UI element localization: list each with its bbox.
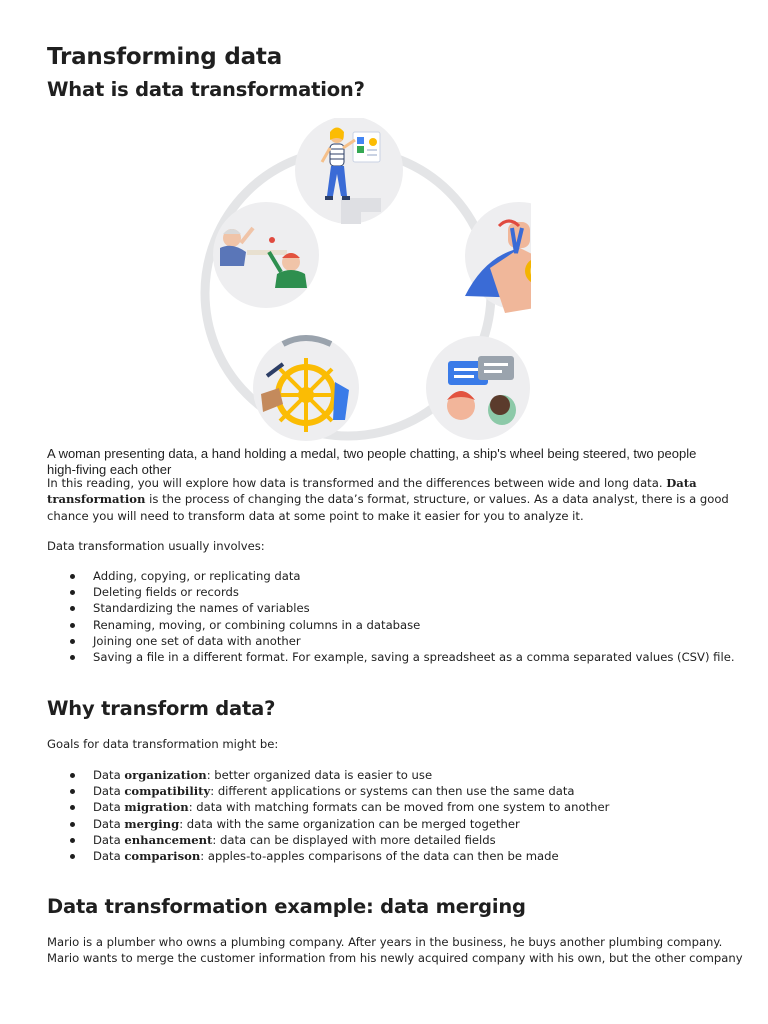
illustration-cycle [165, 118, 531, 448]
goal-item: Data migration: data with matching formats can be moved from one system to another [47, 799, 737, 815]
section-heading-what-is: What is data transformation? [47, 78, 365, 101]
involves-list [47, 568, 737, 665]
goals-intro-text: Goals for data transformation might be: [47, 737, 279, 751]
section-heading-why-transform: Why transform data? [47, 697, 276, 720]
page-title: Transforming data [47, 44, 283, 70]
node-high-five-icon [213, 202, 319, 308]
node-woman-presenting-icon [295, 118, 403, 224]
list-item: Saving a file in a different format. For example, saving a spreadsheet as a comma separated values (CSV) file. [47, 649, 737, 665]
list-item: Renaming, moving, or combining columns in a database [47, 617, 737, 633]
section-heading-merging-example: Data transformation example: data merging [47, 895, 526, 918]
list-item: Deleting fields or records [47, 584, 737, 600]
term-data-transformation: Data transformation [47, 476, 697, 507]
merging-paragraph-line-1: Mario is a plumber who owns a plumbing company. After years in the business, he buys another plumbing company. [47, 935, 723, 949]
cycle-diagram-svg [165, 118, 531, 448]
goal-item: Data compatibility: different applications or systems can then use the same data [47, 783, 737, 799]
list-item: Joining one set of data with another [47, 633, 737, 649]
image-caption: A woman presenting data, a hand holding a medal, two people chatting, a ship's wheel being steered, two people high-fiving each other [47, 446, 697, 477]
usually-involves-text: Data transformation usually involves: [47, 539, 265, 553]
node-ships-wheel-icon [253, 335, 359, 441]
merging-paragraph-line-2: Mario wants to merge the customer information from his newly acquired company with his own, but the other company [47, 951, 743, 965]
node-people-chatting-icon [426, 336, 530, 440]
goal-item: Data comparison: apples-to-apples comparisons of the data can then be made [47, 848, 737, 864]
list-item: Standardizing the names of variables [47, 600, 737, 616]
goal-item: Data enhancement: data can be displayed with more detailed fields [47, 832, 737, 848]
list-item: Adding, copying, or replicating data [47, 568, 737, 584]
intro-paragraph: In this reading, you will explore how data is transformed and the differences between wide and long data. Data transformation is the process of changing the data’s format, structure, or values. As a data analyst, there is a good chance you will need to transform data at some point to make it easier for you to analyze it. [47, 476, 729, 523]
goals-list [47, 767, 737, 864]
goal-item: Data organization: better organized data is easier to use [47, 767, 737, 783]
goal-item: Data merging: data with the same organization can be merged together [47, 816, 737, 832]
